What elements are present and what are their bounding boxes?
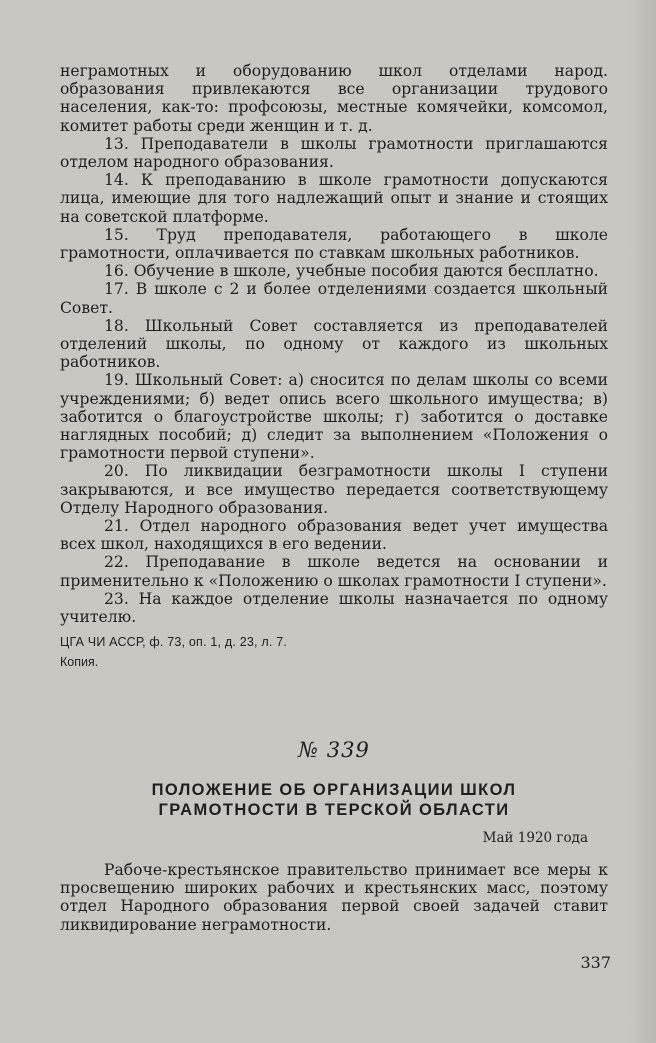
document-date: Май 1920 года [482, 830, 588, 846]
text-column [60, 62, 608, 934]
page-number: 337 [580, 953, 611, 972]
intro-paragraph: Рабоче-крестьянское правительство принимает все меры к просвещению широких рабочих и крестьянских масс, поэтому отдел Народного образования первой своей задачей ставит ликвидирование неграмотности. [60, 861, 608, 934]
archive-reference: ЦГА ЧИ АССР, ф. 73, оп. 1, д. 23, л. 7. [60, 635, 288, 650]
document-title [60, 780, 608, 820]
paragraph-list [60, 62, 608, 626]
paragraph-item-14: 14. К преподаванию в школе грамотности допускаются лица, имеющие для того надлежащий опыт и знание и стоящих на советской платформе. [60, 171, 608, 226]
paragraph-item-15: 15. Труд преподавателя, работающего в школе грамотности, оплачивается по ставкам школьных работников. [60, 225, 608, 263]
paragraph-item-20: 20. По ликвидации безграмотности школы I ступени закрываются, и все имущество передается соответствующему Отделу Народного образования. [60, 462, 608, 517]
paragraph-item-23: 23. На каждое отделение школы назначается по одному учителю. [60, 589, 608, 627]
paragraph-continuation: неграмотных и оборудованию школ отделами народ. образования привлекаются все организации трудового населения, как-то: профсоюзы, местные комячейки, комсомол, комитет работы среди женщин и т. д. [60, 62, 608, 135]
paragraph-item-13: 13. Преподаватели в школы грамотности приглашаются отделом народного образования. [60, 134, 608, 172]
document-title-line-2: ГРАМОТНОСТИ В ТЕРСКОЙ ОБЛАСТИ [158, 801, 510, 819]
paragraph-item-19: 19. Школьный Совет: а) сносится по делам школы со всеми учреждениями; б) ведет опись всего школьного имущества; в) заботится о благоустройстве школы; г) заботится о доставке наглядных пособий; д) следит за выполнением «Положения о грамотности первой ступени». [60, 371, 608, 463]
paragraph-item-17: 17. В школе с 2 и более отделениями создается школьный Совет. [60, 280, 608, 317]
paragraph-item-22: 22. Преподавание в школе ведется на основании и применительно к «Положению о школах грамотности I ступени». [60, 553, 608, 590]
page-gutter-shadow [630, 0, 656, 1043]
paragraph-item-21: 21. Отдел народного образования ведет учет имущества всех школ, находящихся в его ведении. [60, 517, 608, 554]
paragraph-item-16: 16. Обучение в школе, учебные пособия даются бесплатно. [104, 262, 599, 281]
paragraph-item-18: 18. Школьный Совет составляется из преподавателей отделений школы, по одному от каждого из школьных работников. [60, 316, 608, 372]
document-number: № 339 [298, 738, 370, 762]
document-title-line-1: ПОЛОЖЕНИЕ ОБ ОРГАНИЗАЦИИ ШКОЛ [151, 781, 517, 799]
copy-note: Копия. [60, 655, 99, 670]
